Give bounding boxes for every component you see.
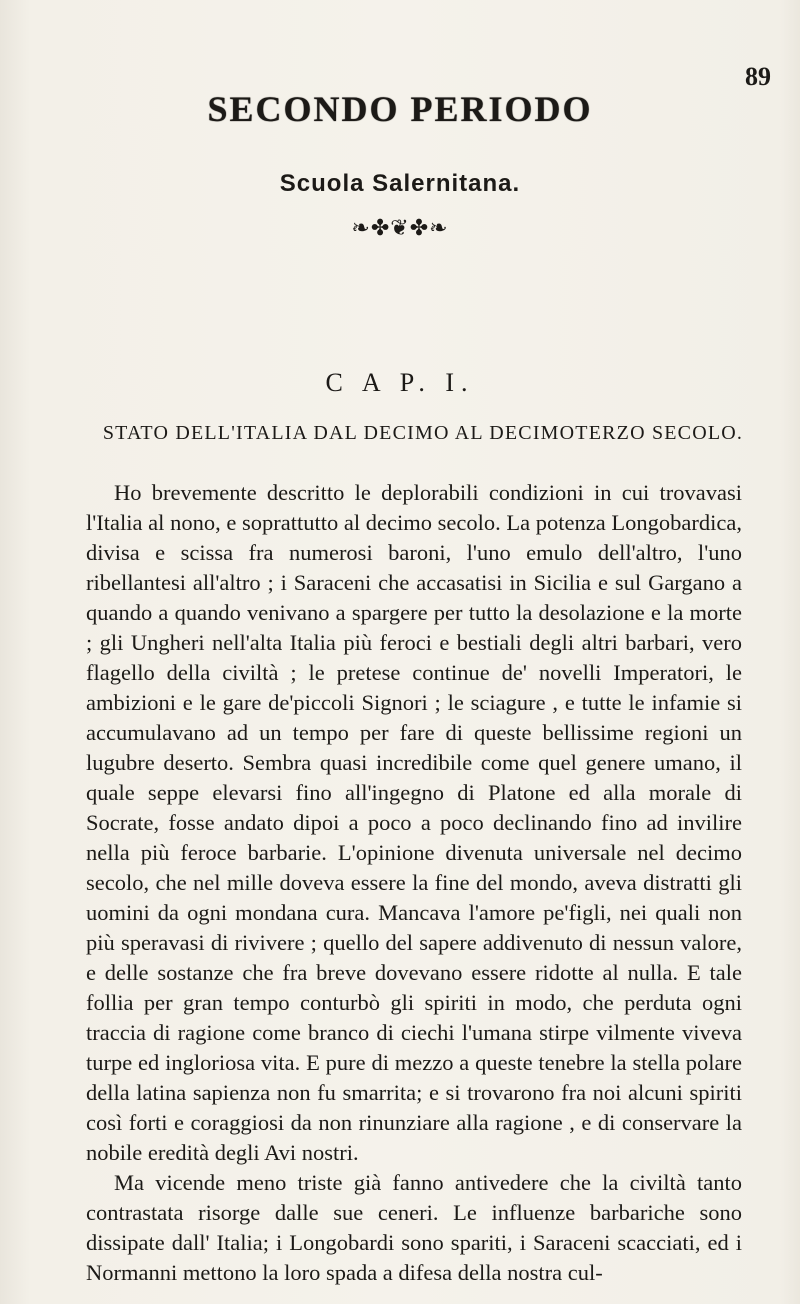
page-number: 89 <box>745 62 771 91</box>
paragraph-2: Ma vicende meno triste già fanno antivedere che la civiltà tanto contrastata risorge dalle sue ceneri. Le influenze barbariche sono dissipate dall' Italia; i Longobardi sono spariti, i Saraceni scacciati, ed i Normanni mettono la loro spada a difesa della nostra cul- <box>86 1170 742 1285</box>
chapter-subtitle: STATO DELL'ITALIA DAL DECIMO AL DECIMOTERZO SECOLO. <box>102 422 744 444</box>
series-title <box>0 88 800 130</box>
body-text <box>86 478 742 1288</box>
series-title-text: SECONDO PERIODO <box>207 89 593 129</box>
chapter-heading: C A P. I. <box>325 368 475 397</box>
ornament-divider-icon: ❧✤❦✤❧ <box>351 215 449 240</box>
paragraph-1: Ho brevemente descritto le deplorabili condizioni in cui trovavasi l'Italia al nono, e soprattutto al decimo secolo. La potenza Longobardica, divisa e scissa fra numerosi baroni, l'uno emulo dell'altro, l'uno ribellantesi all'altro ; i Saraceni che accasatisi in Sicilia e sul Gargano a quando a quando venivano a spargere per tutto la desolazione e la morte ; gli Ungheri nell'alta Italia più feroci e bestiali degli altri barbari, vero flagello della civiltà ; le pretese continue de' novelli Imperatori, le ambizioni e le gare de'piccoli Signori ; le sciagure , e tutte le infamie si accumulavano ad un tempo per fare di queste bellissime regioni un lugubre deserto. Sembra quasi incredibile come quel genere umano, il quale seppe elevarsi fino all'ingegno di Platone ed alla morale di Socrate, fosse andato dipoi a poco a poco declinando fino ad invilire nella più feroce barbarie. L'opinione divenuta universale nel decimo secolo, che nel mille doveva essere la fine del mondo, aveva distratti gli uomini da ogni mondana cura. Mancava l'amore pe'figli, nei quali non più speravasi di rivivere ; quello del sapere addivenuto di nessun valore, e delle sostanze che fra breve dovevano essere ridotte al nulla. E tale follia per gran tempo conturbò gli spiriti in modo, che perduta ogni traccia di ragione come branco di ciechi l'umana stirpe vilmente viveva turpe ed ingloriosa vita. E pure di mezzo a queste tenebre la stella polare della latina sapienza non fu smarrita; e si trovarono fra noi alcuni spiriti così forti e coraggiosi da non rinunziare alla ragione , e di conservare la nobile eredità degli Avi nostri. <box>86 480 742 1165</box>
school-heading: Scuola Salernitana. <box>279 170 521 197</box>
